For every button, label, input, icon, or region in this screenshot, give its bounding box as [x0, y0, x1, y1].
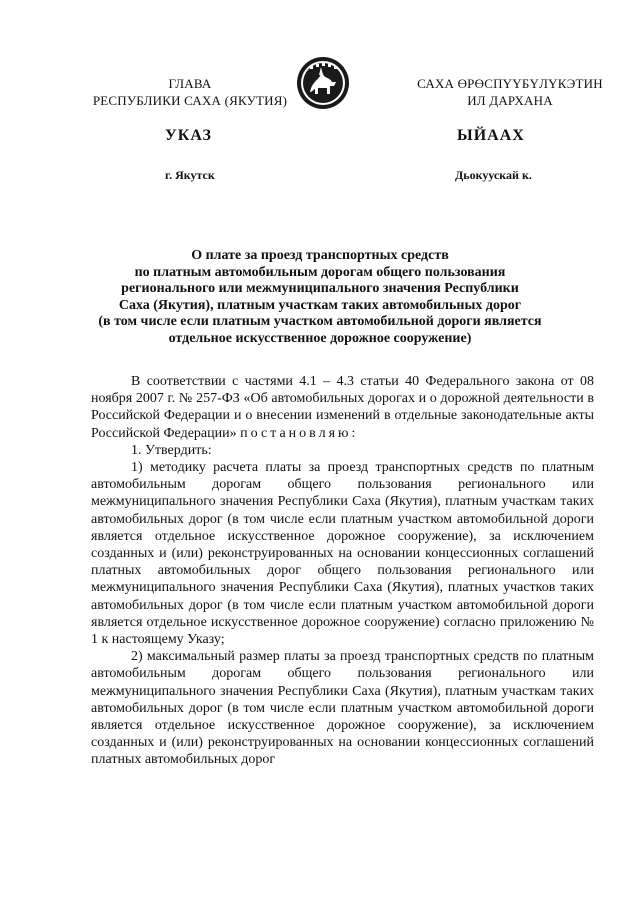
title-line: (в том числе если платным участком автомобильной дороги является — [98, 314, 542, 330]
header-right-block — [390, 75, 630, 109]
title-line: О плате за проезд транспортных средств — [191, 248, 449, 263]
intro-paragraph — [91, 373, 594, 442]
city-ru: г. Якутск — [165, 168, 215, 182]
decree-word: постановляю: — [240, 425, 359, 441]
header-left-line1: ГЛАВА — [168, 76, 212, 91]
intro-text: В соответствии с частями 4.1 – 4.3 статьи 40 Федерального закона от 08 ноября 2007 г. № 257-ФЗ «Об автомобильных дорогах и о дорожной деятельности в Российской Федерации и о внесении изменений в отдельные законодательные акты Российской Федерации» — [91, 374, 594, 441]
header-left-line2: РЕСПУБЛИКИ САХА (ЯКУТИЯ) — [92, 93, 288, 108]
item-1-paragraph: 1) методику расчета платы за проезд транспортных средств по платным автомобильным дорогам общего пользования регионального или межмуниципального значения Республики Саха (Якутия), платным участкам таких автомобильных дорог (в том числе если платным участком автомобильной дороги является отдельное искусственное дорожное сооружение), за исключением созданных и (или) реконструированных на основании концессионных соглашений платных автомобильных дорог общего пользования регионального или межмуниципального значения Республики Саха (Якутия), платных участков таких автомобильных дорог (в том числе если платным участком автомобильной дороги является отдельное искусственное дорожное сооружение) согласно приложению № 1 к настоящему Указу; — [91, 460, 594, 648]
header-left-block — [70, 75, 310, 109]
title-line: по платным автомобильным дорогам общего пользования — [134, 264, 506, 280]
item-2-paragraph: 2) максимальный размер платы за проезд транспортных средств по платным автомобильным дорогам общего пользования регионального или межмуниципального значения Республики Саха (Якутия), платным участкам таких автомобильных дорог (в том числе если платным участком автомобильной дороги является отдельное искусственное дорожное сооружение), за исключением созданных и (или) реконструированных на основании концессионных соглашений платных автомобильных дорог — [91, 649, 594, 768]
item-main: 1. Утвердить: — [131, 442, 212, 458]
document-body — [91, 373, 594, 769]
sakha-coat-of-arms-icon — [296, 56, 350, 110]
header-right-line2: ИЛ ДАРХАНА — [467, 93, 553, 108]
document-title — [80, 248, 560, 348]
title-line: Саха (Якутия), платным участкам таких автомобильных дорог — [118, 297, 522, 313]
title-line: регионального или межмуниципального значения Республики — [121, 281, 519, 297]
header-right-line1: САХА ӨРӨСПҮҮБҮЛҮКЭТИН — [417, 76, 603, 91]
doc-type-sah: ЫЙААХ — [457, 127, 525, 144]
title-line: отдельное искусственное дорожное сооружение) — [168, 330, 472, 346]
doc-type-ru: УКАЗ — [165, 127, 212, 144]
city-sah: Дьокуускай к. — [455, 168, 532, 182]
